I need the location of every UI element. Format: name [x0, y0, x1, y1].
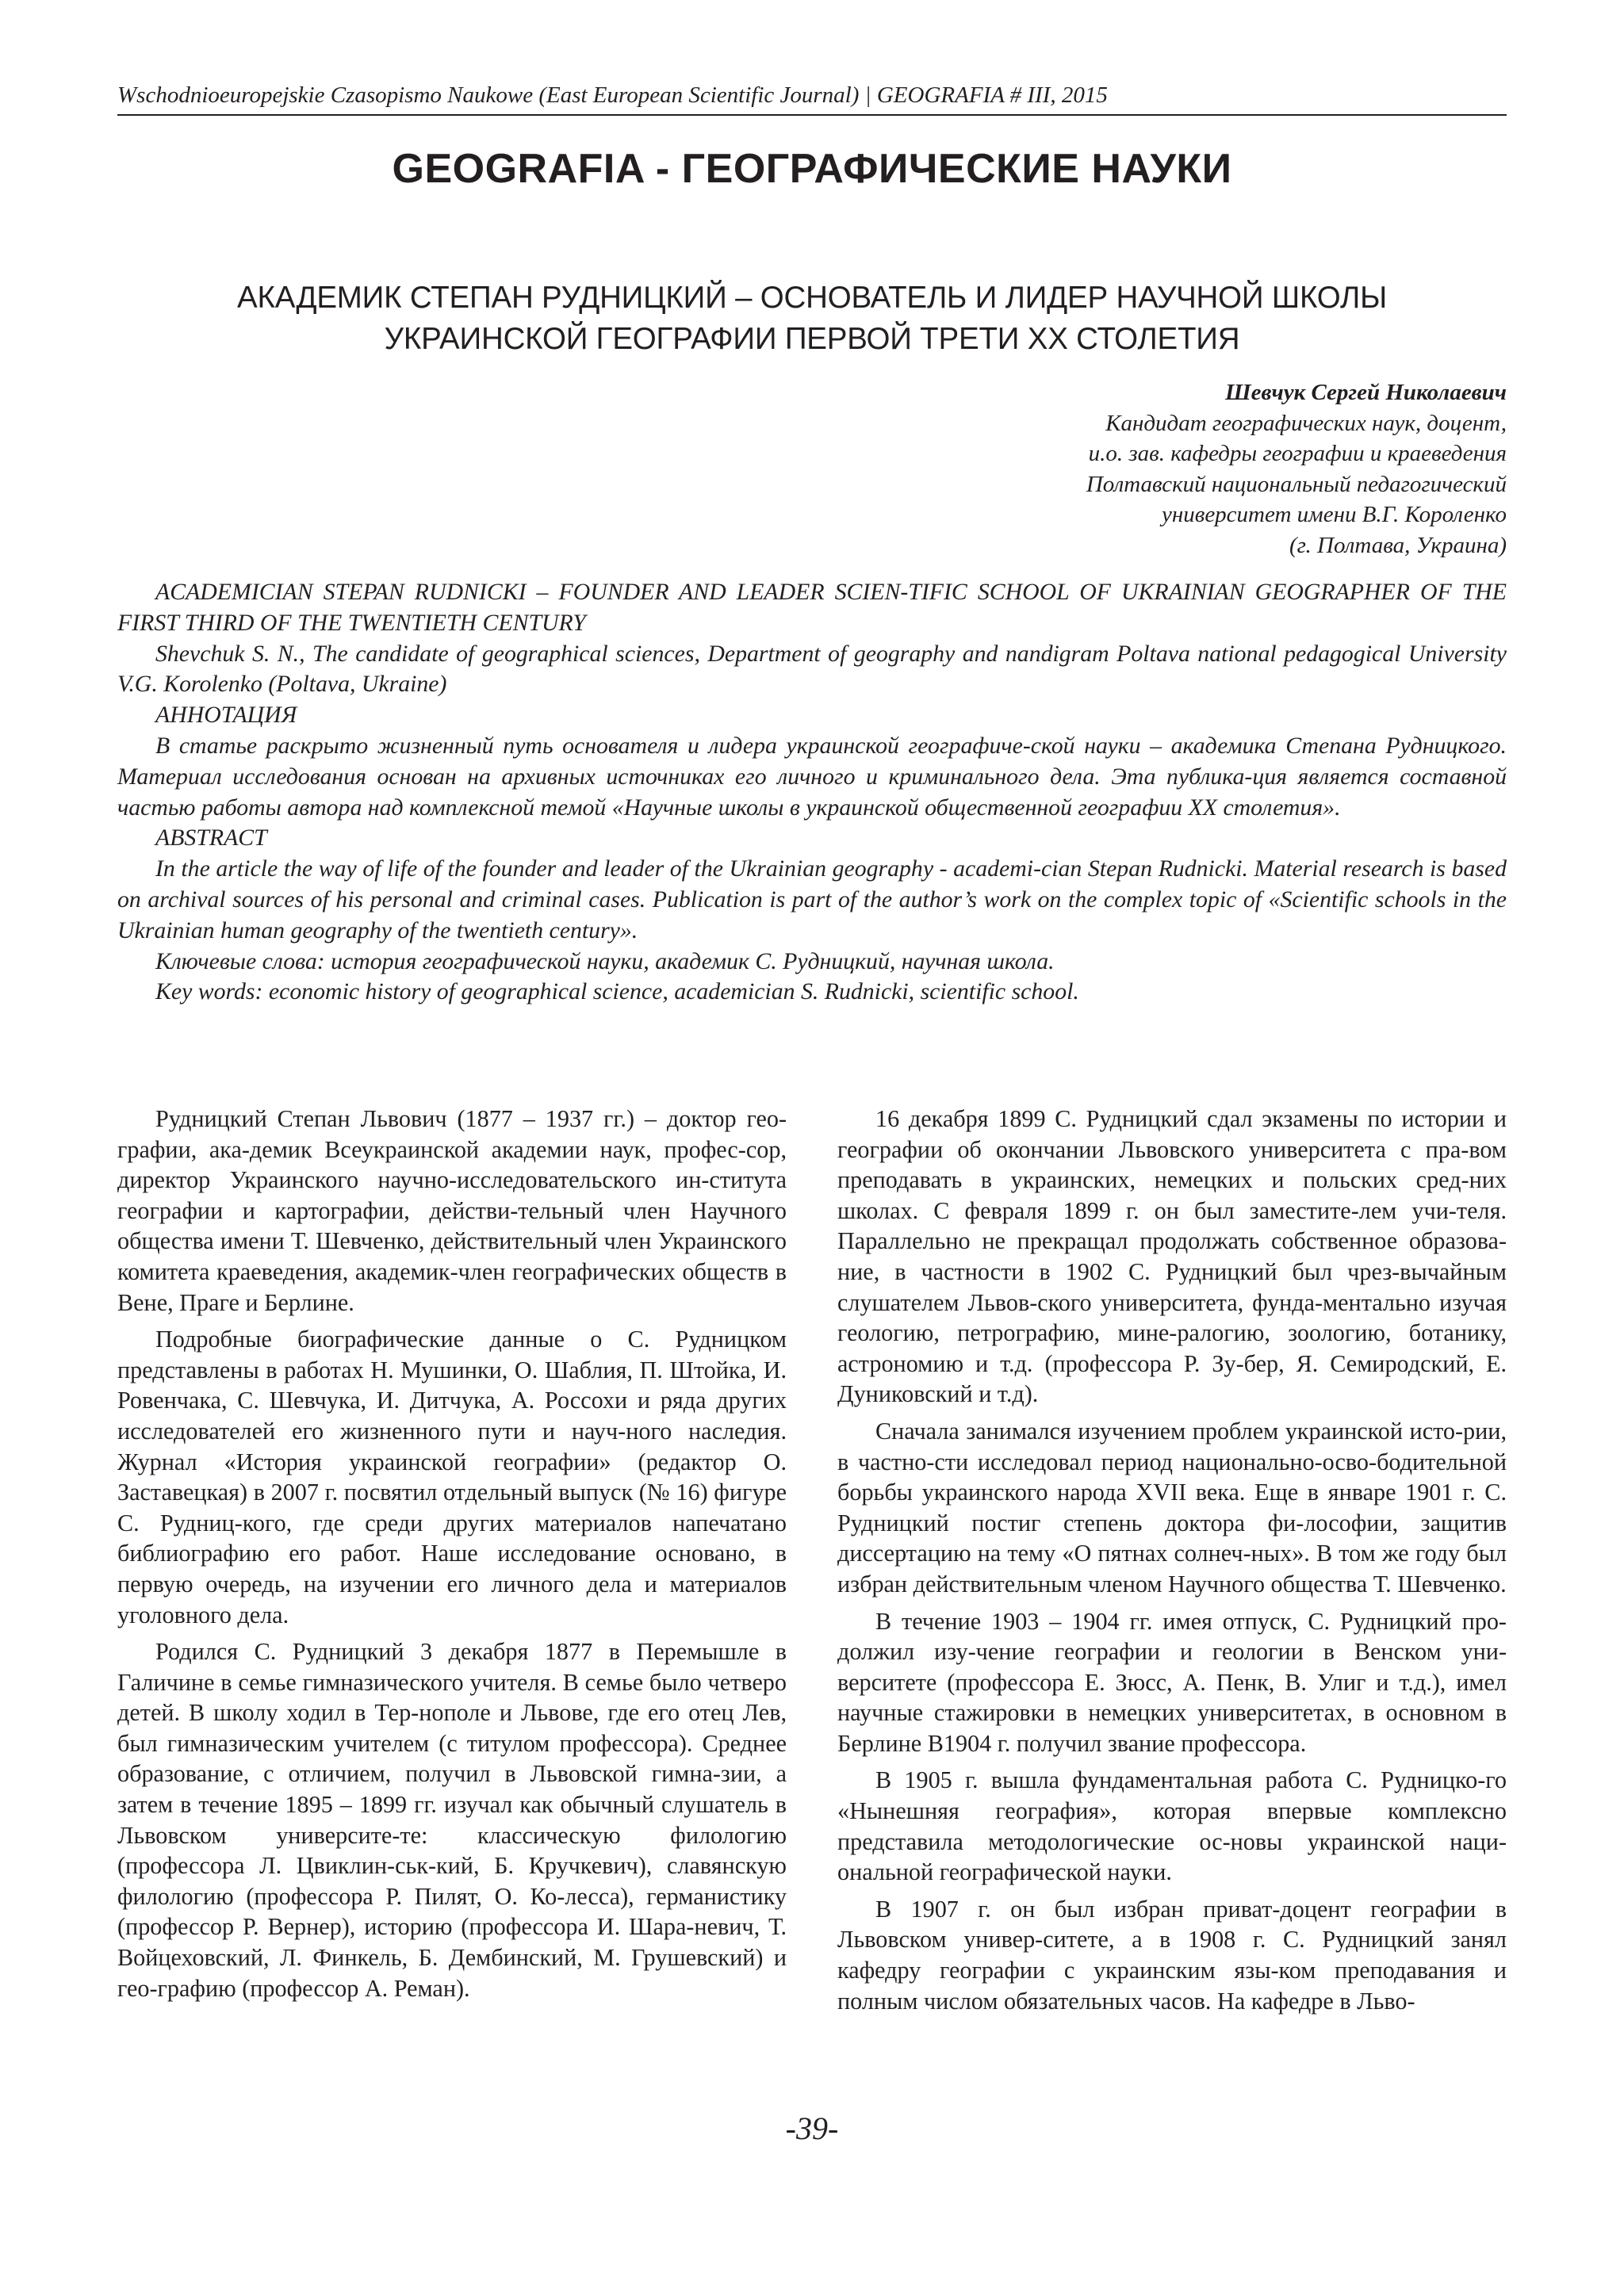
author-affiliation-line: и.о. зав. кафедры географии и краеведения [1088, 441, 1507, 466]
body-columns [117, 1104, 1507, 2022]
author-affiliation-line: Полтавский национальный педагогический [1086, 471, 1507, 497]
section-title: GEOGRAFIA - ГЕОГРАФИЧЕСКИЕ НАУКИ [392, 146, 1232, 192]
abstract-text: In the article the way of life of the founder and leader of the Ukrainian geography - academi-cian Stepan Rudnicki. Material research is based on archival sources of his personal and criminal cases. Publication is part of the author’s work on the complex topic of «Scientific schools in the Ukrainian human geography of the twentieth century». [117, 855, 1507, 943]
author-affiliation-line: университет имени В.Г. Короленко [1161, 502, 1507, 527]
english-author: Shevchuk S. N., The candidate of geographical sciences, Department of geography and nandigram Poltava national pedagogical University V.G. Korolenko (Poltava, Ukraine) [117, 640, 1507, 698]
body-paragraph: 16 декабря 1899 С. Рудницкий сдал экзамены по истории и географии об окончании Львовского университета с пра-вом преподавать в украинских, немецких и польских сред-них школах. С февраля 1899 г. он был заместите-лем учи-теля. Параллельно не прекращал продолжать собственное образова-ние, в частности в 1902 С. Рудницкий был чрез-вычайным слушателем Львов-ского университета, фунда-ментально изучая геологию, петрографию, мине-ралогию, зоологию, ботанику, астрономию и т.д. (профессора Р. Зу-бер, Я. Семиродский, Е. Дуниковский и т.д). [837, 1105, 1507, 1408]
body-paragraph: В 1905 г. вышла фундаментальная работа С. Рудницко-го «Нынешняя география», которая впервые комплексно представила методологические ос-новы украинской наци-ональной географической науки. [837, 1766, 1507, 1886]
right-column [837, 1104, 1507, 2022]
body-paragraph: Родился С. Рудницкий 3 декабря 1877 в Перемышле в Галичине в семье гимназического учителя. В семье было четверо детей. В школу ходил в Тер-нополе и Львове, где его отец Лев, был гимназическим учителем (с титулом профессора). Среднее образование, с отличием, получил в Львовской гимна-зии, а затем в течение 1895 – 1899 гг. изучал как обычный слушатель в Львовском университе-те: классическую филологию (профессора Л. Цвиклин-ськ-кий, Б. Кручкевич), славянскую филологию (профессора Р. Пилят, О. Ко-лесса), германистику (профессор Р. Вернер), историю (профессора И. Шара-невич, Т. Войцеховский, Л. Финкель, Б. Дембинский, М. Грушевский) и гео-графию (профессор А. Реман). [117, 1638, 787, 2002]
annotation-heading: АННОТАЦИЯ [155, 702, 297, 729]
page-number: -39- [785, 2110, 839, 2146]
english-title: ACADEMICIAN STEPAN RUDNICKI – FOUNDER AND LEADER SCIEN-TIFIC SCHOOL OF UKRAINIAN GEOGRAPHER OF THE FIRST THIRD OF THE TWENTIETH CENTURY [117, 579, 1507, 636]
author-name: Шевчук Сергей Николаевич [1224, 380, 1507, 405]
article-title [117, 277, 1507, 360]
running-head: Wschodnioeuropejskie Czasopismo Naukowe (East European Scientific Journal) | GEOGRAFIA # III, 2015 [117, 79, 1507, 116]
author-block [634, 377, 1507, 561]
annotation-text: В статье раскрыто жизненный путь основателя и лидера украинской географиче-ской науки – академика Степана Рудницкого. Материал исследования основан на архивных источниках его личного и криминального дела. Эта публика-ция является составной частью работы автора над комплексной темой «Научные школы в украинской общественной географии ХХ столетия». [117, 732, 1507, 821]
body-paragraph: Сначала занимался изучением проблем украинской исто-рии, в частно-сти исследовал период национально-осво-бодительной борьбы украинского народа XVII века. Еще в январе 1901 г. С. Рудницкий постиг степень доктора фи-лософии, защитив диссертацию на тему «О пятнах солнеч-ных». В том же году был избран действительным членом Научного общества Т. Шевченко. [837, 1417, 1507, 1598]
article-title-line-1: АКАДЕМИК СТЕПАН РУДНИЦКИЙ – ОСНОВАТЕЛЬ И ЛИДЕР НАУЧНОЙ ШКОЛЫ [236, 281, 1388, 315]
body-paragraph: Подробные биографические данные о С. Рудницком представлены в работах Н. Мушинки, О. Шаблия, П. Штойка, И. Ровенчака, С. Шевчука, И. Дитчука, А. Россохи и ряда других исследователей его жизненного пути и науч-ного наследия. Журнал «История украинской географии» (редактор О. Заставецкая) в 2007 г. посвятил отдельный выпуск (№ 16) фигуре С. Рудниц-кого, где среди других материалов напечатано библиографию его работ. Наше исследование основано, в первую очередь, на изучении его личного дела и материалов уголовного дела. [117, 1326, 787, 1628]
body-paragraph: Рудницкий Степан Львович (1877 – 1937 гг.) – доктор гео-графии, ака-демик Всеукраинской академии наук, профес-сор, директор Украинского научно-исследовательского ин-ститута географии и картографии, действи-тельный член Научного общества имени Т. Шевченко, действительный член Украинского комитета краеведения, академик-член географических обществ в Вене, Праге и Берлине. [117, 1105, 787, 1316]
keywords-ru: Ключевые слова: история географической науки, академик С. Рудницкий, научная школа. [155, 947, 1055, 974]
author-affiliation-line: (г. Полтава, Украина) [1289, 532, 1507, 558]
article-title-line-2: УКРАИНСКОЙ ГЕОГРАФИИ ПЕРВОЙ ТРЕТИ ХХ СТОЛЕТИЯ [384, 322, 1240, 356]
keywords-en: Key words: economic history of geographical science, academician S. Rudnicki, scientific school. [155, 978, 1079, 1005]
abstract-heading: ABSTRACT [155, 825, 267, 851]
body-paragraph: В 1907 г. он был избран приват-доцент географии в Львовском универ-ситете, а в 1908 г. С. Рудницкий занял кафедру географии с украинским язы-ком преподавания и полным числом обязательных часов. На кафедре в Льво- [837, 1895, 1507, 2015]
body-paragraph: В течение 1903 – 1904 гг. имея отпуск, С. Рудницкий про-должил изу-чение географии и геологии в Венском уни-верситете (профессора Е. Зюсс, А. Пенк, В. Улиг и т.д.), имел научные стажировки в немецких университетах, в основном в Берлине В1904 г. получил звание профессора. [837, 1607, 1507, 1757]
left-column [117, 1104, 787, 2022]
abstract-block [117, 577, 1507, 1008]
author-affiliation-line: Кандидат географических наук, доцент, [1105, 410, 1507, 436]
